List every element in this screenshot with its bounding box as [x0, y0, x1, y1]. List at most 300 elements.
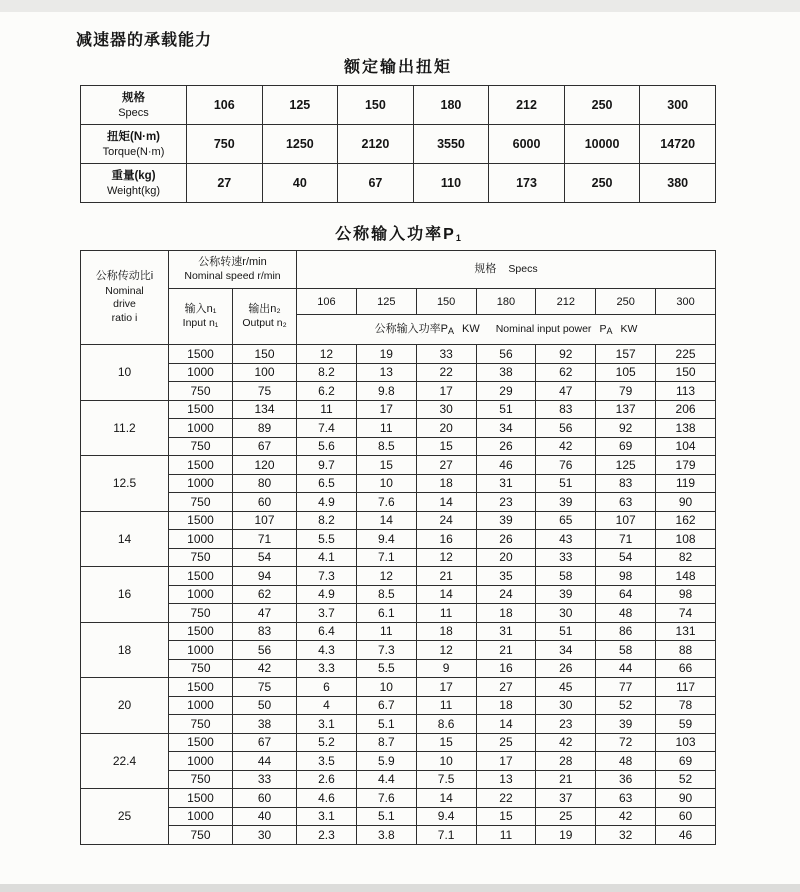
power-value-cell: 48 [596, 604, 656, 623]
ratio-header-en-3: ratio i [111, 312, 138, 325]
ratio-cell: 14 [81, 511, 169, 567]
power-value-cell: 103 [656, 733, 716, 752]
power-value-cell: 7.1 [416, 826, 476, 845]
input-speed-cell: 750 [169, 548, 233, 567]
power-value-cell: 8.5 [356, 437, 416, 456]
power-value-cell: 58 [596, 641, 656, 660]
spec-column-header: 150 [416, 289, 476, 315]
ratio-cell: 16 [81, 567, 169, 623]
input-speed-cell: 750 [169, 715, 233, 734]
power-value-cell: 34 [476, 419, 536, 438]
output-speed-header-cell [233, 289, 297, 345]
power-value-cell: 31 [476, 474, 536, 493]
torque-value-cell: 3550 [413, 125, 489, 164]
torque-value-cell: 110 [413, 164, 489, 203]
power-value-cell: 148 [656, 567, 716, 586]
input-header-en: Input n₁ [182, 317, 219, 330]
power-value-cell: 56 [536, 419, 596, 438]
output-speed-cell: 30 [233, 826, 297, 845]
power-value-cell: 83 [536, 400, 596, 419]
power-value-cell: 5.1 [356, 807, 416, 826]
power-row [81, 733, 716, 752]
specs-header-en: Specs [508, 262, 538, 275]
power-value-cell: 17 [476, 752, 536, 771]
input-speed-cell: 1000 [169, 585, 233, 604]
power-value-cell: 52 [656, 770, 716, 789]
power-value-cell: 125 [596, 456, 656, 475]
power-value-cell: 77 [596, 678, 656, 697]
power-value-cell: 90 [656, 493, 716, 512]
output-speed-cell: 80 [233, 474, 297, 493]
input-speed-cell: 1000 [169, 530, 233, 549]
power-row [81, 345, 716, 364]
power-value-cell: 14 [416, 493, 476, 512]
power-value-cell: 23 [476, 493, 536, 512]
torque-row-label-en: Torque(N·m) [102, 146, 165, 159]
torque-value-cell: 125 [262, 86, 338, 125]
power-value-cell: 60 [656, 807, 716, 826]
power-row [81, 826, 716, 845]
power-row [81, 770, 716, 789]
torque-row-label-cn: 扭矩(N·m) [106, 130, 161, 143]
power-row [81, 659, 716, 678]
power-value-cell: 9.8 [356, 382, 416, 401]
power-value-cell: 4.3 [297, 641, 357, 660]
torque-row-label-cn: 规格 [122, 91, 145, 104]
power-value-cell: 105 [596, 363, 656, 382]
speed-header-cn: 公称转速r/min [198, 255, 267, 268]
output-speed-cell: 33 [233, 770, 297, 789]
power-value-cell: 4.9 [297, 493, 357, 512]
power-row [81, 548, 716, 567]
power-row [81, 363, 716, 382]
power-value-cell: 179 [656, 456, 716, 475]
ratio-cell: 12.5 [81, 456, 169, 512]
power-row [81, 641, 716, 660]
torque-row-label [81, 164, 187, 203]
power-value-cell: 15 [476, 807, 536, 826]
power-row [81, 511, 716, 530]
ratio-header-en-1: Nominal [105, 284, 144, 297]
torque-row [81, 164, 716, 203]
power-value-cell: 39 [536, 493, 596, 512]
power-value-cell: 7.3 [356, 641, 416, 660]
power-value-cell: 131 [656, 622, 716, 641]
power-value-cell: 69 [656, 752, 716, 771]
torque-value-cell: 150 [338, 86, 414, 125]
power-value-cell: 5.5 [297, 530, 357, 549]
spec-column-header: 212 [536, 289, 596, 315]
input-header-cn: 输入n₁ [184, 302, 217, 315]
power-value-cell: 79 [596, 382, 656, 401]
power-value-cell: 11 [356, 622, 416, 641]
power-value-cell: 98 [596, 567, 656, 586]
power-value-cell: 150 [656, 363, 716, 382]
output-speed-cell: 83 [233, 622, 297, 641]
specs-header-cn: 规格 [474, 262, 497, 275]
ratio-cell: 11.2 [81, 400, 169, 456]
page-title: 减速器的承载能力 [76, 32, 213, 49]
power-value-cell: 10 [356, 678, 416, 697]
torque-value-cell: 173 [489, 164, 565, 203]
power-value-cell: 5.9 [356, 752, 416, 771]
output-speed-cell: 56 [233, 641, 297, 660]
power-value-cell: 76 [536, 456, 596, 475]
power-label-en-unit: KW [620, 322, 638, 335]
torque-section-title: 额定输出扭矩 [343, 59, 452, 76]
input-speed-cell: 1000 [169, 752, 233, 771]
power-value-cell: 42 [536, 437, 596, 456]
power-value-cell: 13 [356, 363, 416, 382]
power-value-cell: 137 [596, 400, 656, 419]
ratio-cell: 20 [81, 678, 169, 734]
power-value-cell: 11 [356, 419, 416, 438]
power-value-cell: 26 [536, 659, 596, 678]
power-value-cell: 65 [536, 511, 596, 530]
power-value-cell: 59 [656, 715, 716, 734]
power-value-cell: 8.2 [297, 363, 357, 382]
power-value-cell: 39 [476, 511, 536, 530]
ratio-cell: 10 [81, 345, 169, 401]
power-value-cell: 4.9 [297, 585, 357, 604]
power-value-cell: 3.7 [297, 604, 357, 623]
power-value-cell: 8.7 [356, 733, 416, 752]
power-value-cell: 10 [416, 752, 476, 771]
power-value-cell: 117 [656, 678, 716, 697]
output-speed-cell: 107 [233, 511, 297, 530]
input-speed-cell: 1000 [169, 641, 233, 660]
power-section-title-sub: 1 [455, 233, 461, 243]
torque-value-cell: 106 [187, 86, 263, 125]
input-speed-cell: 1000 [169, 419, 233, 438]
torque-row-label [81, 86, 187, 125]
power-value-cell: 15 [416, 437, 476, 456]
output-speed-cell: 54 [233, 548, 297, 567]
power-value-cell: 25 [476, 733, 536, 752]
torque-value-cell: 10000 [564, 125, 640, 164]
power-value-cell: 16 [416, 530, 476, 549]
power-value-cell: 62 [536, 363, 596, 382]
power-value-cell: 44 [596, 659, 656, 678]
power-value-cell: 42 [596, 807, 656, 826]
torque-row-label-cn: 重量(kg) [111, 169, 156, 182]
power-value-cell: 48 [596, 752, 656, 771]
power-value-cell: 108 [656, 530, 716, 549]
power-value-cell: 21 [416, 567, 476, 586]
output-speed-cell: 42 [233, 659, 297, 678]
power-value-cell: 104 [656, 437, 716, 456]
power-value-cell: 26 [476, 437, 536, 456]
power-row [81, 382, 716, 401]
power-value-cell: 27 [416, 456, 476, 475]
torque-row-label [81, 125, 187, 164]
power-value-cell: 3.5 [297, 752, 357, 771]
spec-column-header: 300 [656, 289, 716, 315]
torque-table-body [81, 86, 716, 203]
power-row [81, 585, 716, 604]
power-label-cn-sub: A [447, 325, 454, 336]
power-value-cell: 6.4 [297, 622, 357, 641]
power-label-en-p: P [599, 322, 607, 335]
power-value-cell: 39 [596, 715, 656, 734]
power-value-cell: 92 [536, 345, 596, 364]
power-table-body [81, 345, 716, 845]
output-speed-cell: 44 [233, 752, 297, 771]
input-speed-cell: 750 [169, 770, 233, 789]
power-value-cell: 9.4 [356, 530, 416, 549]
power-value-cell: 63 [596, 789, 656, 808]
power-section-title-text: 公称输入功率P [335, 226, 456, 243]
output-speed-cell: 50 [233, 696, 297, 715]
input-speed-cell: 1000 [169, 696, 233, 715]
power-value-cell: 82 [656, 548, 716, 567]
power-value-cell: 10 [356, 474, 416, 493]
power-value-cell: 71 [596, 530, 656, 549]
input-speed-cell: 1500 [169, 400, 233, 419]
torque-value-cell: 380 [640, 164, 716, 203]
power-value-cell: 11 [476, 826, 536, 845]
torque-value-cell: 6000 [489, 125, 565, 164]
input-speed-cell: 1500 [169, 567, 233, 586]
power-value-cell: 12 [356, 567, 416, 586]
output-speed-cell: 67 [233, 437, 297, 456]
power-value-cell: 72 [596, 733, 656, 752]
ratio-header-cell [81, 251, 169, 345]
output-speed-cell: 60 [233, 789, 297, 808]
input-speed-cell: 1500 [169, 345, 233, 364]
power-value-cell: 5.2 [297, 733, 357, 752]
speed-header-cell [169, 251, 297, 289]
power-value-cell: 18 [416, 474, 476, 493]
output-speed-cell: 47 [233, 604, 297, 623]
power-value-cell: 9 [416, 659, 476, 678]
power-value-cell: 17 [416, 382, 476, 401]
power-value-cell: 107 [596, 511, 656, 530]
torque-value-cell: 1250 [262, 125, 338, 164]
power-value-cell: 14 [416, 789, 476, 808]
power-value-cell: 37 [536, 789, 596, 808]
power-header-row-1 [81, 251, 716, 289]
power-value-cell: 69 [596, 437, 656, 456]
power-value-cell: 7.3 [297, 567, 357, 586]
power-row [81, 474, 716, 493]
input-speed-cell: 1500 [169, 733, 233, 752]
power-value-cell: 206 [656, 400, 716, 419]
power-row [81, 567, 716, 586]
torque-value-cell: 212 [489, 86, 565, 125]
power-value-cell: 26 [476, 530, 536, 549]
power-section-title [80, 221, 716, 244]
output-speed-cell: 150 [233, 345, 297, 364]
power-value-cell: 7.1 [356, 548, 416, 567]
power-value-cell: 2.3 [297, 826, 357, 845]
power-value-cell: 12 [416, 548, 476, 567]
output-speed-cell: 67 [233, 733, 297, 752]
power-value-cell: 14 [476, 715, 536, 734]
power-value-cell: 6.7 [356, 696, 416, 715]
power-value-cell: 46 [476, 456, 536, 475]
output-header-cn: 输出n₂ [248, 302, 281, 315]
output-speed-cell: 60 [233, 493, 297, 512]
power-value-cell: 24 [416, 511, 476, 530]
power-value-cell: 9.4 [416, 807, 476, 826]
input-speed-cell: 750 [169, 826, 233, 845]
torque-value-cell: 2120 [338, 125, 414, 164]
input-speed-cell: 750 [169, 659, 233, 678]
output-speed-cell: 94 [233, 567, 297, 586]
output-speed-cell: 75 [233, 382, 297, 401]
power-value-cell: 12 [416, 641, 476, 660]
power-value-cell: 21 [476, 641, 536, 660]
power-row [81, 419, 716, 438]
power-row [81, 678, 716, 697]
power-value-cell: 27 [476, 678, 536, 697]
output-header-en: Output n₂ [242, 317, 287, 330]
power-header-row-2 [81, 289, 716, 315]
power-value-cell: 83 [596, 474, 656, 493]
power-row [81, 696, 716, 715]
power-value-cell: 78 [656, 696, 716, 715]
torque-row-label-en: Weight(kg) [107, 185, 160, 198]
spec-column-header: 106 [297, 289, 357, 315]
input-speed-cell: 750 [169, 493, 233, 512]
power-value-cell: 98 [656, 585, 716, 604]
output-speed-cell: 89 [233, 419, 297, 438]
power-value-cell: 6.1 [356, 604, 416, 623]
power-value-cell: 5.6 [297, 437, 357, 456]
power-value-cell: 5.5 [356, 659, 416, 678]
input-speed-cell: 1000 [169, 363, 233, 382]
power-value-cell: 7.4 [297, 419, 357, 438]
input-speed-cell: 750 [169, 604, 233, 623]
power-value-cell: 17 [356, 400, 416, 419]
power-value-cell: 51 [536, 474, 596, 493]
power-value-cell: 7.5 [416, 770, 476, 789]
power-value-cell: 30 [416, 400, 476, 419]
power-table [80, 250, 716, 845]
input-speed-cell: 1000 [169, 474, 233, 493]
power-value-cell: 225 [656, 345, 716, 364]
output-speed-cell: 120 [233, 456, 297, 475]
output-speed-cell: 38 [233, 715, 297, 734]
power-value-cell: 39 [536, 585, 596, 604]
power-value-cell: 11 [416, 604, 476, 623]
power-label-en-sub: A [606, 325, 613, 336]
power-value-cell: 34 [536, 641, 596, 660]
power-row [81, 456, 716, 475]
power-value-cell: 6.2 [297, 382, 357, 401]
power-value-cell: 58 [536, 567, 596, 586]
torque-value-cell: 180 [413, 86, 489, 125]
power-value-cell: 12 [297, 345, 357, 364]
power-value-cell: 18 [416, 622, 476, 641]
power-value-cell: 15 [356, 456, 416, 475]
power-label-en: Nominal input power [495, 322, 592, 335]
power-value-cell: 43 [536, 530, 596, 549]
power-value-cell: 162 [656, 511, 716, 530]
power-value-cell: 54 [596, 548, 656, 567]
torque-row [81, 125, 716, 164]
power-value-cell: 63 [596, 493, 656, 512]
power-value-cell: 23 [536, 715, 596, 734]
power-value-cell: 5.1 [356, 715, 416, 734]
power-value-cell: 157 [596, 345, 656, 364]
power-value-cell: 18 [476, 696, 536, 715]
power-value-cell: 20 [476, 548, 536, 567]
input-speed-cell: 1000 [169, 807, 233, 826]
torque-value-cell: 40 [262, 164, 338, 203]
power-value-cell: 38 [476, 363, 536, 382]
power-value-cell: 3.8 [356, 826, 416, 845]
torque-value-cell: 250 [564, 86, 640, 125]
power-value-cell: 11 [416, 696, 476, 715]
power-value-cell: 8.5 [356, 585, 416, 604]
power-value-cell: 46 [656, 826, 716, 845]
power-row [81, 752, 716, 771]
ratio-header-en-2: drive [113, 298, 136, 311]
power-value-cell: 22 [476, 789, 536, 808]
power-value-cell: 8.6 [416, 715, 476, 734]
power-value-cell: 17 [416, 678, 476, 697]
ratio-cell: 22.4 [81, 733, 169, 789]
power-value-cell: 22 [416, 363, 476, 382]
input-speed-cell: 1500 [169, 511, 233, 530]
power-value-cell: 66 [656, 659, 716, 678]
torque-value-cell: 750 [187, 125, 263, 164]
power-value-cell: 20 [416, 419, 476, 438]
power-value-cell: 19 [356, 345, 416, 364]
power-value-cell: 9.7 [297, 456, 357, 475]
power-value-cell: 7.6 [356, 789, 416, 808]
power-row [81, 807, 716, 826]
power-value-cell: 21 [536, 770, 596, 789]
power-label-unit: KW [461, 322, 480, 335]
power-value-cell: 4.4 [356, 770, 416, 789]
power-value-cell: 86 [596, 622, 656, 641]
power-value-cell: 24 [476, 585, 536, 604]
power-value-cell: 33 [416, 345, 476, 364]
torque-value-cell: 14720 [640, 125, 716, 164]
power-row [81, 604, 716, 623]
power-value-cell: 2.6 [297, 770, 357, 789]
spec-column-header: 250 [596, 289, 656, 315]
power-value-cell: 88 [656, 641, 716, 660]
power-value-cell: 4.1 [297, 548, 357, 567]
power-value-cell: 3.1 [297, 715, 357, 734]
power-value-cell: 119 [656, 474, 716, 493]
torque-row-label-en: Specs [118, 107, 149, 120]
power-value-cell: 35 [476, 567, 536, 586]
input-speed-cell: 750 [169, 437, 233, 456]
power-value-cell: 51 [476, 400, 536, 419]
power-value-cell: 6.5 [297, 474, 357, 493]
power-value-cell: 16 [476, 659, 536, 678]
torque-value-cell: 250 [564, 164, 640, 203]
power-value-cell: 52 [596, 696, 656, 715]
power-value-cell: 30 [536, 696, 596, 715]
speed-header-en: Nominal speed r/min [184, 270, 281, 283]
power-value-cell: 92 [596, 419, 656, 438]
power-value-cell: 19 [536, 826, 596, 845]
power-value-cell: 4 [297, 696, 357, 715]
power-value-cell: 74 [656, 604, 716, 623]
power-value-cell: 6 [297, 678, 357, 697]
power-value-cell: 18 [476, 604, 536, 623]
power-value-cell: 42 [536, 733, 596, 752]
power-units-header-cell [297, 315, 716, 345]
power-value-cell: 31 [476, 622, 536, 641]
power-row [81, 715, 716, 734]
